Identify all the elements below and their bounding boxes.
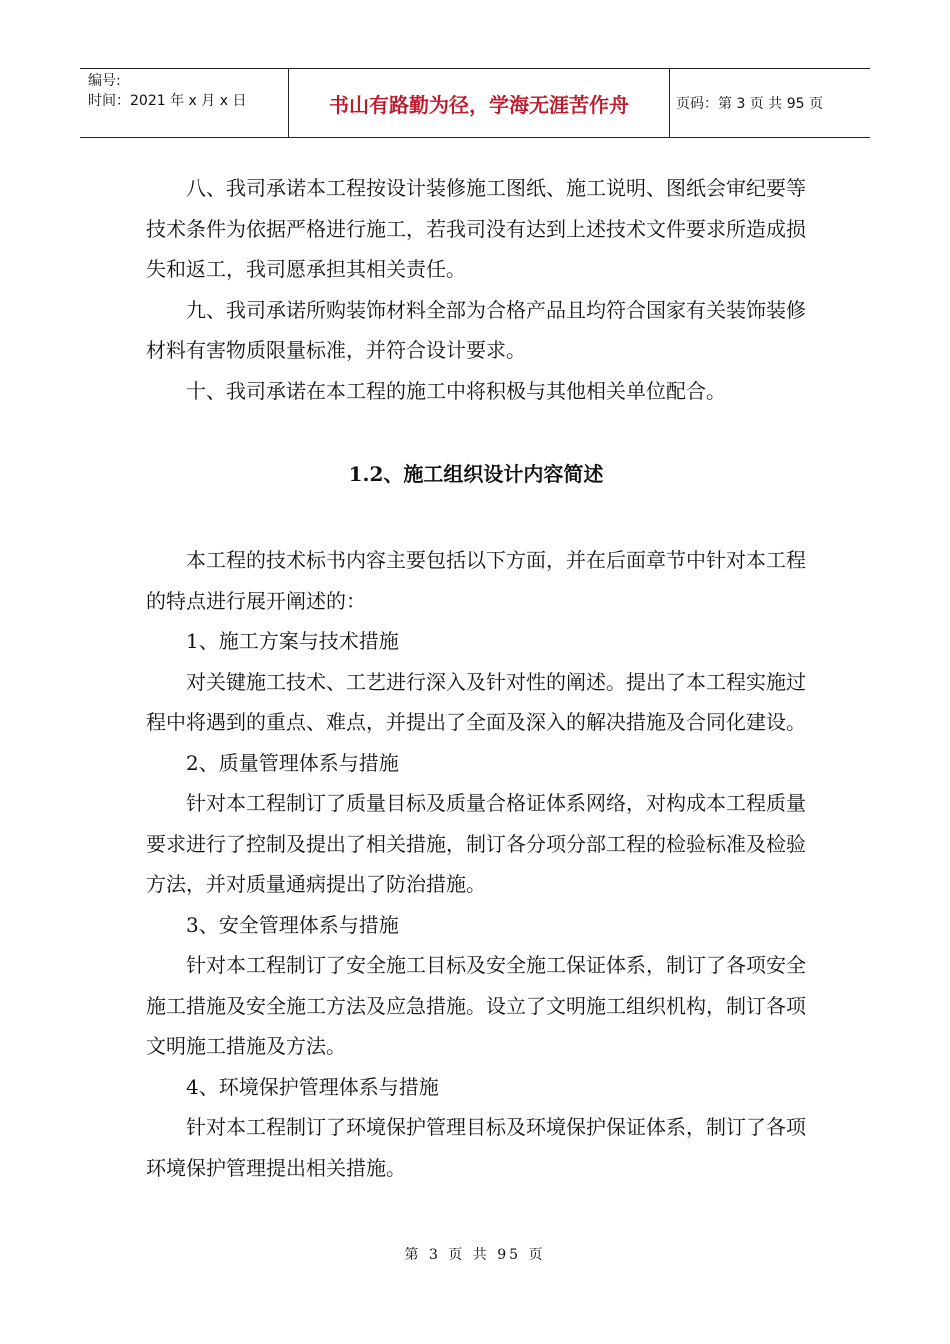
header-meta (80, 69, 289, 137)
paragraph: 八、我司承诺本工程按设计装修施工图纸、施工说明、图纸会审纪要等技术条件为依据严格进行施工，若我司没有达到上述技术文件要求所造成损失和返工，我司愿承担其相关责任。 (146, 176, 806, 281)
header-page-info: 页码：第 3 页 共 95 页 (676, 96, 823, 112)
document-date: 时间：2021 年 x 月 x 日 (88, 93, 247, 109)
paragraph: 针对本工程制订了环境保护管理目标及环境保护保证体系，制订了各项环境保护管理提出相关措施。 (146, 1115, 806, 1180)
page-footer: 第 3 页 共 95 页 (404, 1247, 546, 1263)
paragraph: 针对本工程制订了质量目标及质量合格证体系网络，对构成本工程质量要求进行了控制及提出了相关措施，制订各分项分部工程的检验标准及检验方法，并对质量通病提出了防治措施。 (146, 791, 806, 896)
paragraph: 对关键施工技术、工艺进行深入及针对性的阐述。提出了本工程实施过程中将遇到的重点、难点，并提出了全面及深入的解决措施及合同化建设。 (146, 669, 806, 734)
paragraph: 十、我司承诺在本工程的施工中将积极与其他相关单位配合。 (186, 378, 726, 403)
page-header (80, 68, 870, 138)
list-item-heading: 4、环境保护管理体系与措施 (186, 1074, 439, 1099)
document-body (146, 168, 806, 1188)
list-item-heading: 1、施工方案与技术措施 (186, 629, 399, 653)
header-motto: 书山有路勤为径，学海无涯苦作舟 (289, 69, 670, 137)
section-heading: 1.2、施工组织设计内容简述 (348, 462, 604, 486)
list-item-heading: 3、安全管理体系与措施 (186, 912, 399, 937)
list-item-heading: 2、质量管理体系与措施 (186, 750, 399, 775)
paragraph: 九、我司承诺所购装饰材料全部为合格产品且均符合国家有关装饰装修材料有害物质限量标准，并符合设计要求。 (146, 297, 806, 362)
paragraph: 本工程的技术标书内容主要包括以下方面，并在后面章节中针对本工程的特点进行展开阐述的： (146, 548, 806, 613)
document-number-label: 编号: (88, 73, 121, 89)
paragraph: 针对本工程制订了安全施工目标及安全施工保证体系，制订了各项安全施工措施及安全施工方法及应急措施。设立了文明施工组织机构，制订各项文明施工措施及方法。 (146, 953, 806, 1058)
